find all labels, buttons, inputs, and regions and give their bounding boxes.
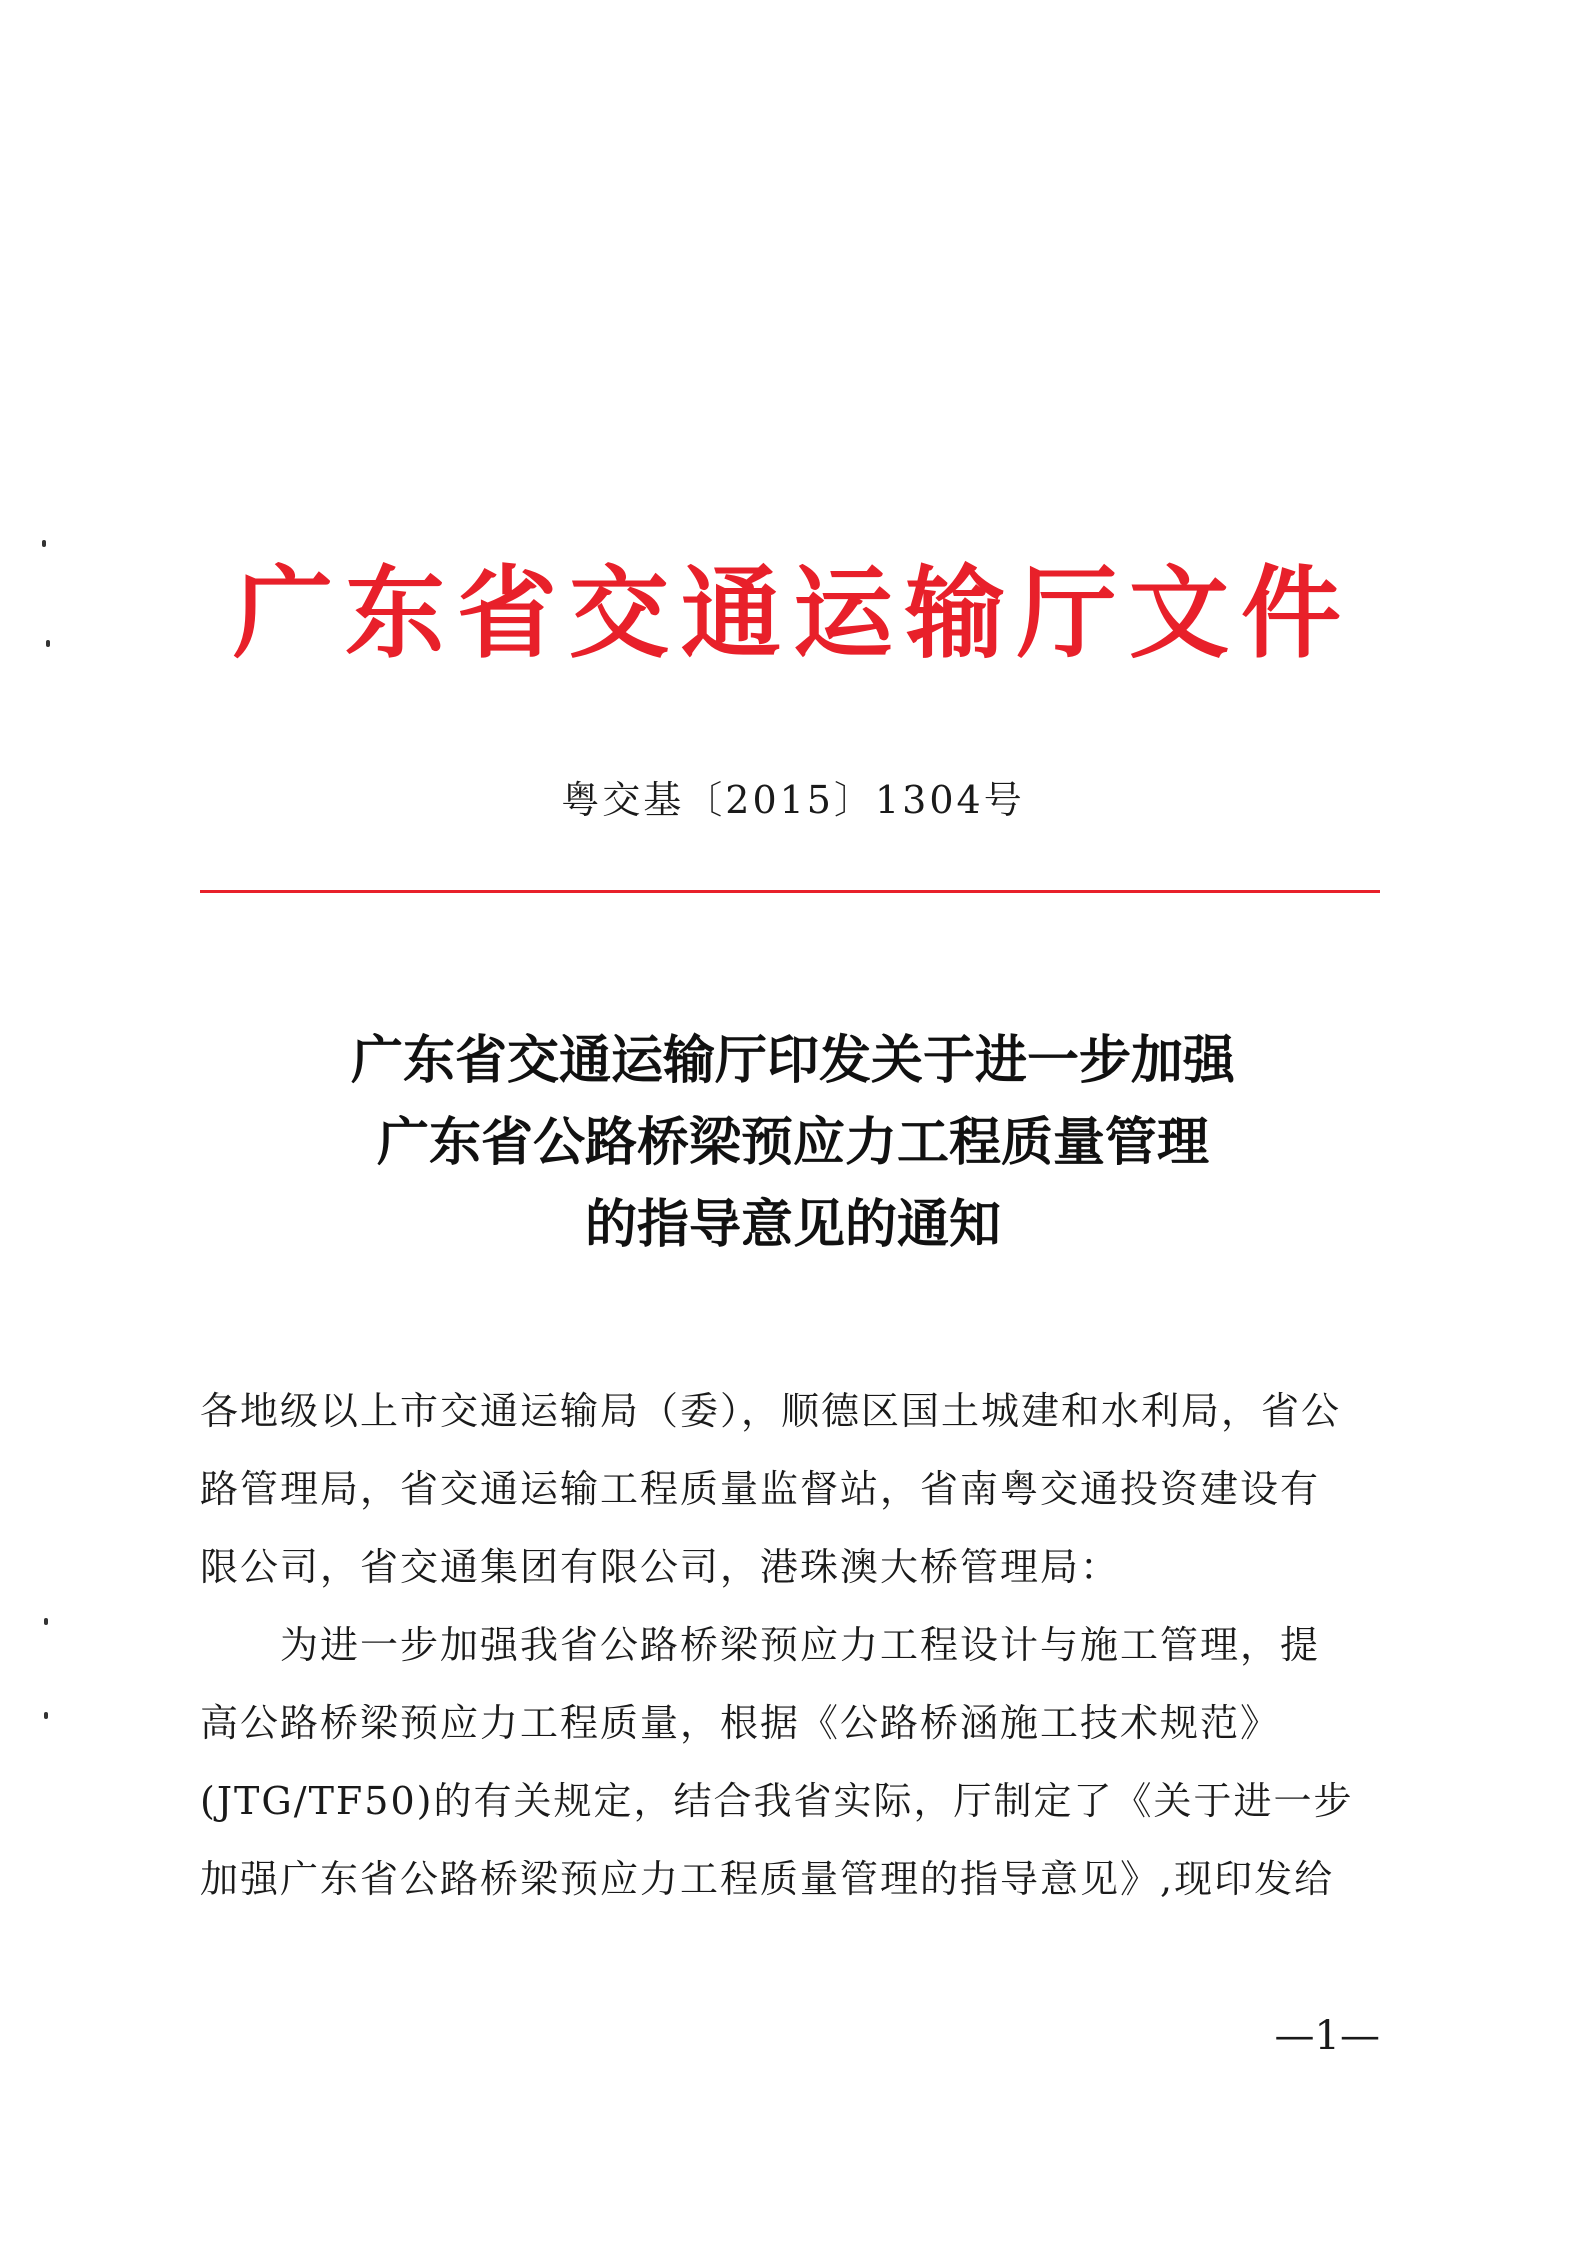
scan-speck [44, 1712, 48, 1719]
body-line: 各地级以上市交通运输局（委），顺德区国土城建和水利局，省公 [200, 1389, 1342, 1433]
notice-title-line-1: 广东省交通运输厅印发关于进一步加强 [350, 1030, 1235, 1091]
notice-title-line-3: 的指导意见的通知 [584, 1194, 1001, 1255]
notice-title [0, 1020, 1586, 1266]
document-number: 粤交基〔2015〕1304号 [561, 778, 1025, 822]
notice-title-line-2: 广东省公路桥梁预应力工程质量管理 [376, 1112, 1209, 1173]
body-text [200, 1372, 1360, 1918]
scan-speck [44, 1618, 48, 1625]
scan-speck [42, 540, 46, 547]
body-line: 高公路桥梁预应力工程质量，根据《公路桥涵施工技术规范》 [200, 1701, 1281, 1745]
body-line: 限公司，省交通集团有限公司，港珠澳大桥管理局： [200, 1545, 1121, 1589]
scan-speck [46, 640, 50, 647]
page-number: —1— [1274, 2013, 1380, 2059]
body-line: 加强广东省公路桥梁预应力工程质量管理的指导意见》,现印发给 [200, 1857, 1335, 1901]
agency-header-title: 广东省交通运输厅文件 [233, 554, 1353, 672]
red-separator-line [200, 890, 1380, 893]
body-line: 路管理局，省交通运输工程质量监督站，省南粤交通投资建设有 [200, 1467, 1321, 1511]
body-line: 为进一步加强我省公路桥梁预应力工程设计与施工管理，提 [280, 1623, 1321, 1667]
body-line: (JTG/TF50)的有关规定，结合我省实际，厅制定了《关于进一步 [200, 1779, 1354, 1823]
